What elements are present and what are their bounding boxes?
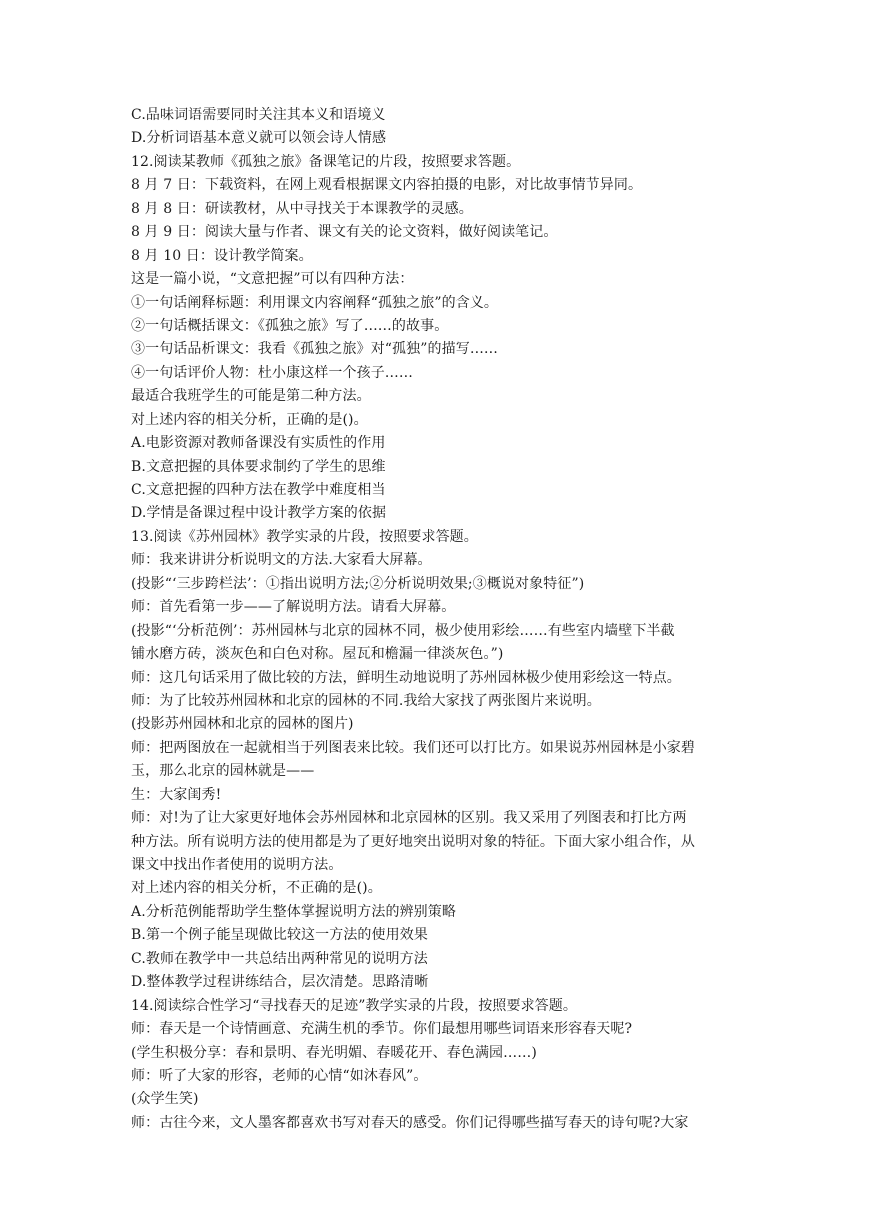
text-line: (众学生笑) — [131, 1091, 199, 1108]
text-line: (投影“‘分析范例’：苏州园林与北京的园林不同，极少使用彩绘……有些室内墙壁下半截 — [131, 622, 675, 639]
text-line: 种方法。所有说明方法的使用都是为了更好地突出说明对象的特征。下面大家小组合作，从 — [131, 833, 695, 850]
text-line: 对上述内容的相关分析，不正确的是()。 — [131, 880, 382, 897]
text-line: D.学情是备课过程中设计教学方案的依据 — [131, 505, 387, 522]
text-line: (学生积极分享：春和景明、春光明媚、春暖花开、春色满园……) — [131, 1044, 537, 1061]
text-line: 最适合我班学生的可能是第二种方法。 — [131, 388, 371, 405]
text-line: 师：为了比较苏州园林和北京的园林的不同.我给大家找了两张图片来说明。 — [131, 692, 601, 709]
text-line: (投影“‘三步跨栏法’：①指出说明方法;②分析说明效果;③概说对象特征”) — [131, 575, 585, 592]
text-line: 8 月 7 日：下载资料，在网上观看根据课文内容拍摄的电影，对比故事情节异同。 — [131, 177, 643, 194]
text-line: D.分析词语基本意义就可以领会诗人情感 — [131, 130, 387, 147]
text-line: 8 月 9 日：阅读大量与作者、课文有关的论文资料，做好阅读笔记。 — [131, 224, 558, 241]
text-line: C.文意把握的四种方法在教学中难度相当 — [131, 482, 386, 498]
text-line: 玉，那么北京的园林就是—— — [131, 763, 315, 780]
text-line: (投影苏州园林和北京的园林的图片) — [131, 716, 354, 733]
text-line: 师：听了大家的形容，老师的心情“如沐春风”。 — [131, 1067, 428, 1084]
text-line: 师：春天是一个诗情画意、充满生机的季节。你们最想用哪些词语来形容春天呢? — [131, 1021, 633, 1038]
text-line: 对上述内容的相关分析，正确的是()。 — [131, 411, 368, 428]
text-line: B.第一个例子能呈现做比较这一方法的使用效果 — [131, 927, 428, 944]
text-line: 12.阅读某教师《孤独之旅》备课笔记的片段，按照要求答题。 — [131, 153, 521, 170]
text-line: A.电影资源对教师备课没有实质性的作用 — [131, 435, 386, 452]
text-line: 师：我来讲讲分析说明文的方法.大家看大屏幕。 — [131, 552, 432, 569]
text-line: 师：把两图放在一起就相当于列图表来比较。我们还可以打比方。如果说苏州园林是小家碧 — [131, 739, 695, 756]
text-line: ④一句话评价人物：杜小康这样一个孩子…… — [131, 364, 413, 381]
text-line: 师：古往今来，文人墨客都喜欢书写对春天的感受。你们记得哪些描写春天的诗句呢?大家 — [131, 1114, 689, 1131]
text-line: C.品味词语需要同时关注其本义和语境义 — [131, 107, 386, 123]
text-line: A.分析范例能帮助学生整体掌握说明方法的辨别策略 — [131, 903, 456, 920]
text-line: 师：首先看第一步——了解说明方法。请看大屏幕。 — [131, 599, 456, 616]
text-line: 8 月 8 日：研读教材，从中寻找关于本课教学的灵感。 — [131, 200, 473, 217]
text-line: 师：这几句话采用了做比较的方法，鲜明生动地说明了苏州园林极少使用彩绘这一特点。 — [131, 669, 681, 686]
text-line: 8 月 10 日：设计教学简案。 — [131, 247, 313, 264]
text-line: 生：大家闺秀! — [131, 786, 222, 803]
text-line: 这是一篇小说，“文意把握”可以有四种方法： — [131, 271, 414, 288]
text-line: 14.阅读综合性学习“寻找春天的足迹”教学实录的片段，按照要求答题。 — [131, 997, 577, 1014]
text-line: 师：对!为了让大家更好地体会苏州园林和北京园林的区别。我又采用了列图表和打比方两 — [131, 810, 687, 827]
text-line: 铺水磨方砖，淡灰色和白色对称。屋瓦和檐漏一律淡灰色。”) — [131, 646, 504, 663]
text-line: 13.阅读《苏州园林》教学实录的片段，按照要求答题。 — [131, 528, 478, 545]
text-line: ②一句话概括课文：《孤独之旅》写了……的故事。 — [131, 317, 449, 334]
text-line: ③一句话品析课文：我看《孤独之旅》对“孤独”的描写…… — [131, 341, 499, 358]
text-line: 课文中找出作者使用的说明方法。 — [131, 857, 343, 873]
text-line: D.整体教学过程讲练结合，层次清楚。思路清晰 — [131, 974, 429, 991]
document-page — [131, 104, 741, 1135]
text-line: C.教师在教学中一共总结出两种常见的说明方法 — [131, 950, 428, 967]
text-line: ①一句话阐释标题：利用课文内容阐释“孤独之旅”的含义。 — [131, 294, 499, 311]
text-line: B.文意把握的具体要求制约了学生的思维 — [131, 458, 386, 475]
